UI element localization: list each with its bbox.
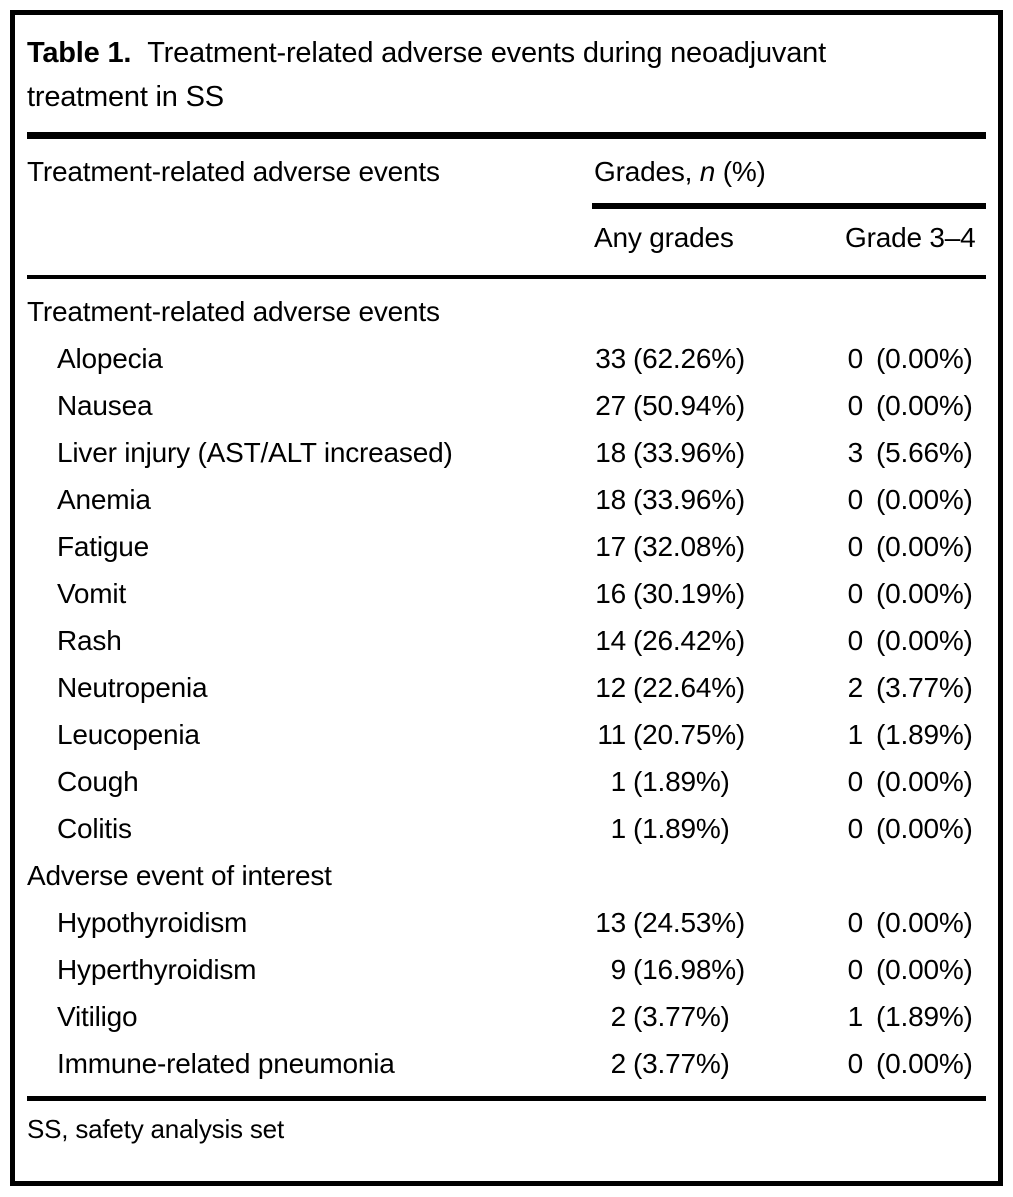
- any-grades-value: [592, 531, 845, 563]
- event-label: Vomit: [57, 577, 127, 609]
- grade34-value: [845, 343, 986, 375]
- table-row: [27, 993, 986, 1040]
- any-grades-percent: (24.53%): [633, 906, 746, 938]
- grade34-value: [845, 672, 986, 704]
- any-grades-percent: (20.75%): [633, 718, 746, 750]
- table-row: [27, 429, 986, 476]
- grade34-percent: (1.89%): [876, 718, 973, 750]
- grade34-count: 0: [847, 765, 863, 797]
- table-row: [27, 664, 986, 711]
- any-grades-count: 14: [595, 624, 626, 656]
- grade34-count: 0: [847, 953, 863, 985]
- grade34-percent: (0.00%): [876, 953, 973, 985]
- header-row-group: [27, 156, 986, 209]
- event-label: Hyperthyroidism: [57, 953, 257, 985]
- grade34-percent: (0.00%): [876, 530, 973, 562]
- any-grades-value: [592, 1048, 845, 1080]
- table-row: [27, 899, 986, 946]
- grade34-count: 3: [847, 436, 863, 468]
- grade34-count: 0: [847, 906, 863, 938]
- any-grades-count: 2: [610, 1000, 626, 1032]
- event-label: Vitiligo: [57, 1000, 138, 1032]
- grade34-value: [845, 531, 986, 563]
- grade34-percent: (0.00%): [876, 765, 973, 797]
- any-grades-percent: (16.98%): [633, 953, 746, 985]
- grade34-value: [845, 437, 986, 469]
- any-grades-header: Any grades: [594, 222, 734, 253]
- event-label: Colitis: [57, 812, 132, 844]
- any-grades-percent: (3.77%): [633, 1000, 730, 1032]
- grade34-percent: (0.00%): [876, 389, 973, 421]
- grade34-percent: (0.00%): [876, 577, 973, 609]
- event-label: Neutropenia: [57, 671, 208, 703]
- table-footnote: SS, safety analysis set: [27, 1114, 284, 1144]
- event-label: Nausea: [57, 389, 153, 421]
- grade34-value: [845, 625, 986, 657]
- any-grades-count: 1: [610, 812, 626, 844]
- event-label: Hypothyroidism: [57, 906, 248, 938]
- grade34-count: 0: [847, 389, 863, 421]
- table-row: [27, 1040, 986, 1087]
- footer-rule: [27, 1096, 986, 1101]
- grades-group-header: [592, 156, 986, 209]
- grade34-count: 0: [847, 577, 863, 609]
- grade34-value: [845, 484, 986, 516]
- event-label: Immune-related pneumonia: [57, 1047, 395, 1079]
- any-grades-percent: (30.19%): [633, 577, 746, 609]
- any-grades-percent: (1.89%): [633, 812, 730, 844]
- table-frame: [10, 10, 1003, 1186]
- table-row: [27, 476, 986, 523]
- any-grades-count: 11: [597, 718, 626, 750]
- table-row: [27, 570, 986, 617]
- any-grades-count: 33: [595, 342, 626, 374]
- any-grades-count: 27: [595, 389, 626, 421]
- grade34-percent: (5.66%): [876, 436, 973, 468]
- grade34-count: 0: [847, 624, 863, 656]
- any-grades-count: 1: [610, 765, 626, 797]
- any-grades-count: 18: [595, 483, 626, 515]
- table-row: [27, 288, 986, 335]
- top-rule: [27, 132, 986, 139]
- grade34-count: 2: [847, 671, 863, 703]
- grade34-count: 1: [847, 1000, 863, 1032]
- grade34-count: 0: [847, 483, 863, 515]
- grade34-value: [845, 1001, 986, 1033]
- grade34-value: [845, 578, 986, 610]
- table-row: [27, 852, 986, 899]
- grade34-percent: (3.77%): [876, 671, 973, 703]
- any-grades-count: 9: [610, 953, 626, 985]
- grades-group-label: Grades, n (%): [594, 156, 766, 187]
- table-row: [27, 335, 986, 382]
- event-label: Leucopenia: [57, 718, 200, 750]
- event-label: Cough: [57, 765, 139, 797]
- any-grades-percent: (22.64%): [633, 671, 746, 703]
- any-grades-percent: (1.89%): [633, 765, 730, 797]
- grade34-percent: (1.89%): [876, 1000, 973, 1032]
- any-grades-value: [592, 437, 845, 469]
- grade34-count: 0: [847, 1047, 863, 1079]
- any-grades-value: [592, 766, 845, 798]
- any-grades-value: [592, 954, 845, 986]
- any-grades-value: [592, 484, 845, 516]
- grade34-value: [845, 390, 986, 422]
- event-label: Alopecia: [57, 342, 163, 374]
- grade34-percent: (0.00%): [876, 812, 973, 844]
- stub-column-header: Treatment-related adverse events: [27, 156, 440, 187]
- table-row: [27, 523, 986, 570]
- table-number: Table 1.: [27, 37, 132, 69]
- n-variable: n: [699, 156, 716, 187]
- any-grades-percent: (26.42%): [633, 624, 746, 656]
- table-row: [27, 382, 986, 429]
- stub-spacer: [27, 222, 592, 254]
- any-grades-value: [592, 1001, 845, 1033]
- grade34-percent: (0.00%): [876, 483, 973, 515]
- any-grades-value: [592, 672, 845, 704]
- any-grades-value: [592, 907, 845, 939]
- table-caption: [27, 31, 986, 119]
- any-grades-value: [592, 390, 845, 422]
- table-row: [27, 711, 986, 758]
- any-grades-value: [592, 343, 845, 375]
- table-body: [27, 288, 986, 1087]
- any-grades-percent: (50.94%): [633, 389, 746, 421]
- grade34-value: [845, 954, 986, 986]
- table-title-line2: treatment in SS: [27, 81, 224, 113]
- event-label: Adverse event of interest: [27, 859, 332, 891]
- table-row: [27, 946, 986, 993]
- table-title-line1: Treatment-related adverse events during neoadjuvant: [147, 37, 826, 69]
- any-grades-count: 2: [610, 1047, 626, 1079]
- event-label: Rash: [57, 624, 122, 656]
- grade34-count: 0: [847, 530, 863, 562]
- header-body-rule: [27, 275, 986, 279]
- any-grades-value: [592, 578, 845, 610]
- any-grades-count: 12: [595, 671, 626, 703]
- grade34-count: 0: [847, 812, 863, 844]
- grade34-percent: (0.00%): [876, 1047, 973, 1079]
- grade34-value: [845, 1048, 986, 1080]
- grade34-value: [845, 907, 986, 939]
- grade34-count: 1: [847, 718, 863, 750]
- grade34-value: [845, 766, 986, 798]
- any-grades-count: 16: [595, 577, 626, 609]
- any-grades-count: 17: [595, 530, 626, 562]
- grade34-count: 0: [847, 342, 863, 374]
- any-grades-value: [592, 719, 845, 751]
- grade34-percent: (0.00%): [876, 906, 973, 938]
- table-row: [27, 758, 986, 805]
- grade34-percent: (0.00%): [876, 624, 973, 656]
- any-grades-percent: (62.26%): [633, 342, 746, 374]
- any-grades-count: 18: [595, 436, 626, 468]
- table-row: [27, 617, 986, 664]
- any-grades-percent: (32.08%): [633, 530, 746, 562]
- event-label: Fatigue: [57, 530, 149, 562]
- grade34-percent: (0.00%): [876, 342, 973, 374]
- grade34-header: Grade 3–4: [845, 222, 976, 253]
- any-grades-percent: (33.96%): [633, 436, 746, 468]
- grade34-value: [845, 719, 986, 751]
- event-label: Liver injury (AST/ALT increased): [57, 436, 453, 468]
- any-grades-value: [592, 813, 845, 845]
- grades-group-rule: [592, 203, 986, 209]
- header-row-sub: [27, 222, 986, 254]
- grade34-value: [845, 813, 986, 845]
- table-row: [27, 805, 986, 852]
- event-label: Anemia: [57, 483, 151, 515]
- any-grades-count: 13: [595, 906, 626, 938]
- any-grades-percent: (3.77%): [633, 1047, 730, 1079]
- event-label: Treatment-related adverse events: [27, 295, 440, 327]
- any-grades-value: [592, 625, 845, 657]
- any-grades-percent: (33.96%): [633, 483, 746, 515]
